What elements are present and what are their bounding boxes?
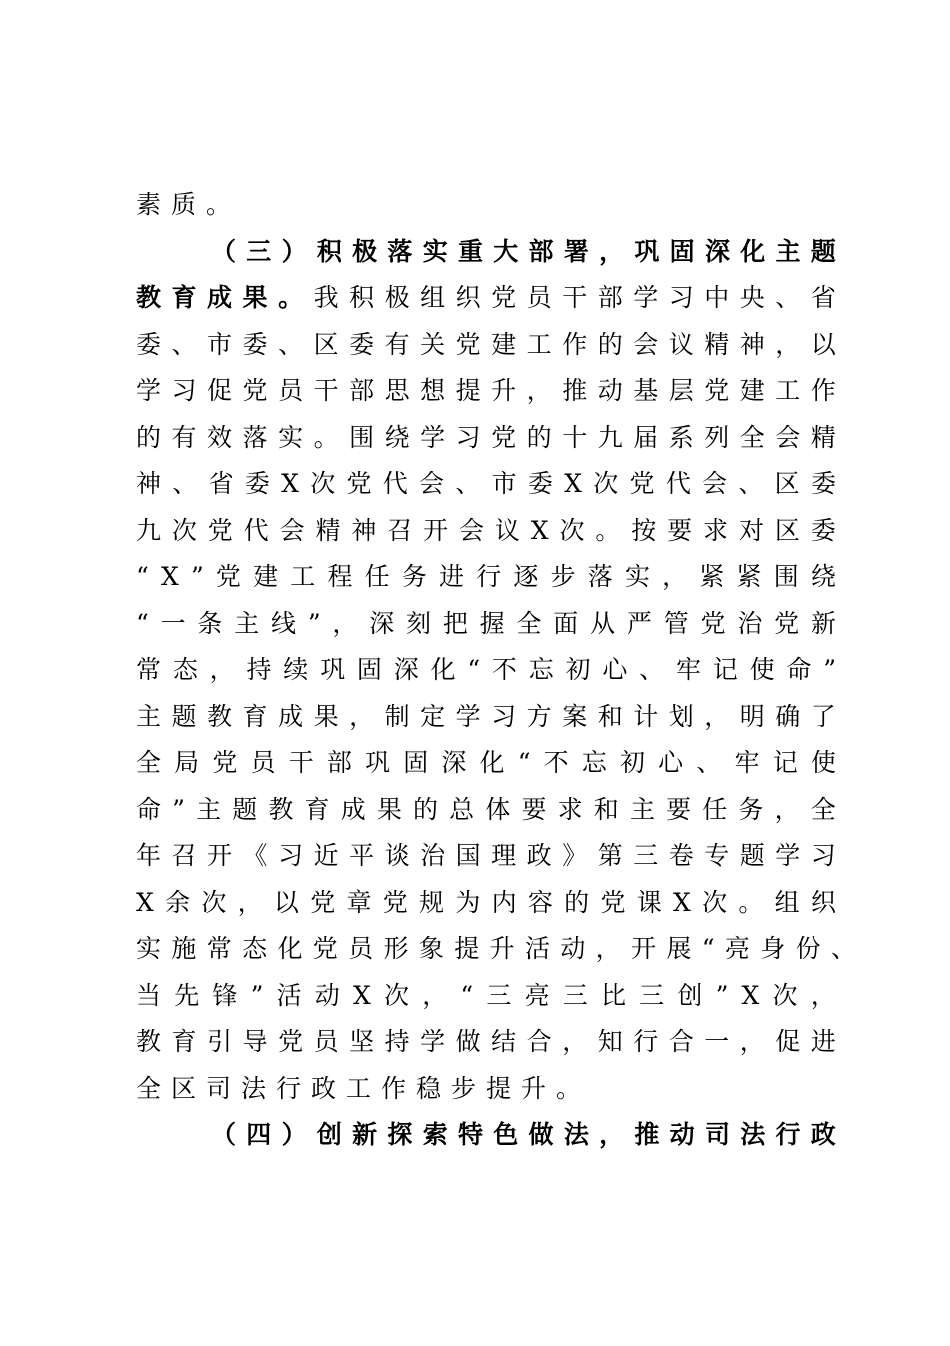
text-line: 命 ” 主 题 教 育 成 果 的 总 体 要 求 和 主 要 任 务 ， 全 (136, 794, 836, 824)
text-line (136, 275, 836, 322)
text-line: 素质。 (136, 190, 242, 219)
text-line-content: 我 积 极 组 织 党 员 干 部 学 习 中 央 、 省 (313, 283, 836, 312)
text-line: 委 、 市 委 、 区 委 有 关 党 建 工 作 的 会 议 精 神 ， 以 (136, 329, 836, 359)
text-line: 教 育 引 导 党 员 坚 持 学 做 结 合 ， 知 行 合 一 ， 促 进 (136, 1027, 836, 1056)
text-line: 九 次 党 代 会 精 神 召 开 会 议 X 次 。 按 要 求 对 区 委 (136, 515, 836, 545)
text-line: 学 习 促 党 员 干 部 思 想 提 升 ， 推 动 基 层 党 建 工 作 (136, 376, 836, 405)
text-line: 全区司法行政工作稳步提升。 (136, 1073, 592, 1103)
text-line: 实 施 常 态 化 党 员 形 象 提 升 活 动 ， 开 展 “ 亮 身 份 、 (136, 934, 856, 963)
text-line: 全 局 党 员 干 部 巩 固 深 化 “ 不 忘 初 心 、 牢 记 使 (136, 748, 836, 777)
text-line: “ 一 条 主 线 ” ， 深 刻 把 握 全 面 从 严 管 党 治 党 新 (136, 608, 836, 638)
text-line: “ X ” 党 建 工 程 任 务 进 行 逐 步 落 实 ， 紧 紧 围 绕 (136, 562, 836, 591)
text-line: 常 态 ， 持 续 巩 固 深 化 “ 不 忘 初 心 、 牢 记 使 命 ” (136, 655, 836, 684)
text-line: 年 召 开 《 习 近 平 谈 治 国 理 政 》 第 三 卷 专 题 学 习 (136, 841, 836, 870)
text-line: X 余 次 ， 以 党 章 党 规 为 内 容 的 党 课 X 次 。 组 织 (136, 887, 836, 917)
section-heading-continued: 教 育 成 果 。 (136, 283, 304, 312)
section-heading: （ 三 ） 积 极 落 实 重 大 部 署 ， 巩 固 深 化 主 题 (211, 236, 836, 266)
section-heading: （ 四 ） 创 新 探 索 特 色 做 法 ， 推 动 司 法 行 政 (211, 1120, 836, 1149)
body-text (136, 182, 856, 1159)
text-line: 的 有 效 落 实 。 围 绕 学 习 党 的 十 九 届 系 列 全 会 精 (136, 422, 836, 452)
text-line: 神 、 省 委 X 次 党 代 会 、 市 委 X 次 党 代 会 、 区 委 (136, 469, 836, 498)
text-line: 当 先 锋 ” 活 动 X 次 ， “ 三 亮 三 比 三 创 ” X 次 ， (136, 980, 836, 1010)
text-line: 主 题 教 育 成 果 ， 制 定 学 习 方 案 和 计 划 ， 明 确 了 (136, 701, 836, 731)
